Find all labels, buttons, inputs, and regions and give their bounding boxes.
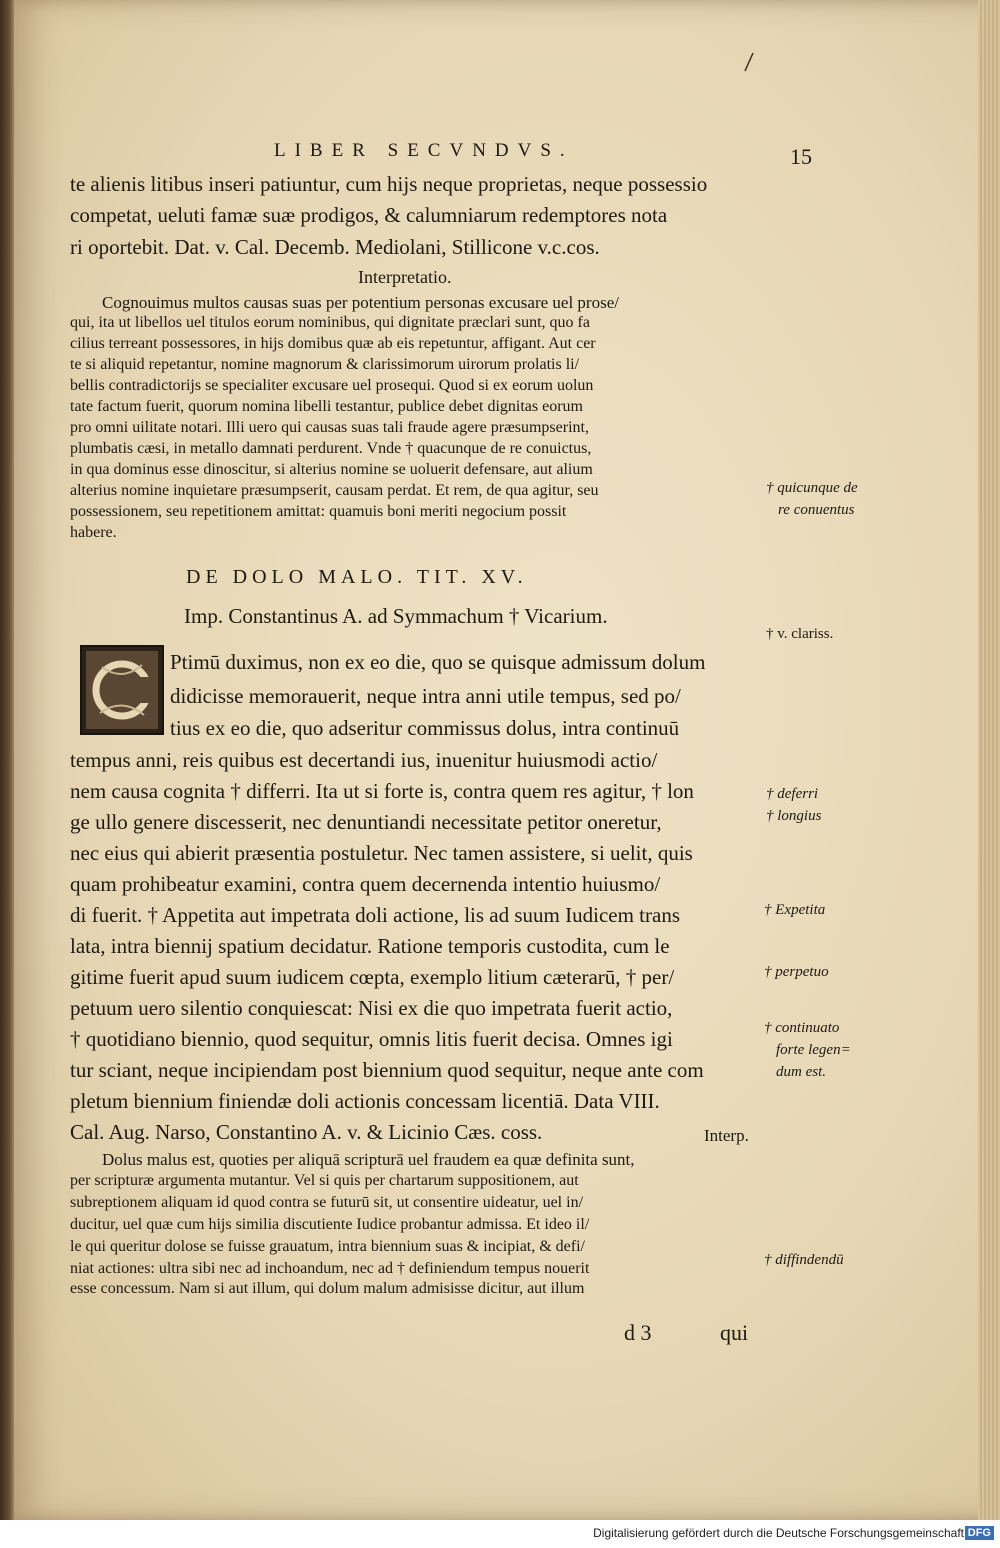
text-line: Cognouimus multos causas suas per potentium personas excusare uel prose/: [102, 293, 619, 312]
marginal-note: † continuato: [764, 1020, 840, 1036]
text-line: gitime fuerit apud suum iudicem cœpta, exemplo litium cæterarū, † per/: [70, 965, 675, 989]
text-line: le qui queritur dolose se fuisse grauatum, intra biennium suas & incipiat, & defi/: [70, 1238, 585, 1255]
text-line: subreptionem aliquam id quod contra se futurū sit, ut consentire uideatur, uel in/: [70, 1194, 584, 1211]
text-line: esse concessum. Nam si aut illum, qui dolum malum admisisse dicitur, aut illum: [70, 1280, 585, 1297]
text-line: quam prohibeatur examini, contra quem decernenda intentio huiusmo/: [70, 872, 661, 896]
pen-mark: [742, 52, 756, 72]
text-line: ducitur, uel quæ cum hijs similia discutiente Iudice probantur admissa. Et ideo il/: [70, 1216, 590, 1233]
marginal-note: † deferri: [766, 786, 819, 802]
text-line: petuum uero silentio conquiescat: Nisi ex die quo impetrata fuerit actio,: [70, 996, 673, 1020]
signature-mark: d 3: [624, 1320, 652, 1345]
text-line: pletum biennium finiendæ doli actionis concessam licentiā. Data VIII.: [70, 1089, 660, 1113]
text-line: tius ex eo die, quo adseritur commissus dolus, intra continuū: [170, 716, 680, 740]
book-page: [14, 0, 1000, 1520]
folio-number: 15: [790, 144, 812, 169]
marginal-note: forte legen=: [776, 1042, 851, 1058]
text-line: in qua dominus esse dinoscitur, si alterius nomine se uoluerit defensare, aut alium: [70, 461, 593, 478]
marginal-note: † longius: [766, 808, 822, 824]
text-line: Cal. Aug. Narso, Constantino A. v. & Licinio Cæs. coss.: [70, 1120, 543, 1144]
text-line: possessionem, seu repetitionem amittat: quamuis boni meriti negocium possit: [70, 503, 567, 520]
text-line: tur sciant, neque incipiendam post biennium quod sequitur, neque ante com: [70, 1058, 704, 1082]
dfg-logo: DFG: [965, 1526, 994, 1540]
text-line: Ptimū duximus, non ex eo die, quo se quisque admissum dolum: [170, 650, 706, 674]
marginal-note: † v. clariss.: [766, 626, 834, 642]
decorated-initial: [80, 645, 164, 735]
text-line: nec eius qui abierit præsentia postuletur. Nec tamen assistere, si uelit, quis: [70, 841, 693, 865]
text-line: cilius terreant possessores, in hijs domibus quæ ab eis repetuntur, affigant. Aut cer: [70, 335, 596, 352]
footer-bar: [0, 1520, 1000, 1548]
text-line: pro omni uilitate notari. Illi uero qui causas suas tali fraude agere præsumpserint,: [70, 419, 589, 436]
text-line: lata, intra biennij spatium decidatur. Ratione temporis custodita, cum le: [70, 934, 670, 958]
text-line: nem causa cognita † differri. Ita ut si forte is, contra quem res agitur, † lon: [70, 779, 694, 803]
title-heading: DE DOLO MALO. TIT. XV.: [186, 566, 528, 588]
text-line: te alienis litibus inseri patiuntur, cum hijs neque proprietas, neque possessio: [70, 172, 708, 196]
text-line: tempus anni, reis quibus est decertandi ius, inuenitur huiusmodi actio/: [70, 748, 658, 772]
text-line: plumbatis cæsi, in metallo damnati perdurent. Vnde † quacunque de re conuictus,: [70, 440, 592, 457]
text-line: niat actiones: ultra sibi nec ad inchoandum, nec ad † definiendum tempus nouerit: [70, 1260, 590, 1277]
marginal-note: † perpetuo: [764, 964, 829, 980]
text-line: ge ullo genere discesserit, nec denuntiandi necessitate petitor oneretur,: [70, 810, 662, 834]
text-line: † quotidiano biennio, quod sequitur, omnis litis fuerit decisa. Omnes igi: [70, 1027, 673, 1051]
interpretation-label: Interp.: [704, 1126, 749, 1145]
marginal-note: † diffindendū: [764, 1252, 844, 1268]
text-line: tate factum fuerit, quorum nomina libelli testantur, publice debet dignitas eorum: [70, 398, 583, 415]
address-line: Imp. Constantinus A. ad Symmachum † Vicarium.: [184, 604, 608, 628]
text-line: habere.: [70, 524, 117, 541]
text-line: per scripturæ argumenta mutantur. Vel si quis per chartarum suppositionem, aut: [70, 1172, 579, 1189]
marginal-note: dum est.: [776, 1064, 826, 1080]
text-line: Dolus malus est, quoties per aliquā scripturā uel fraudem ea quæ definita sunt,: [102, 1150, 635, 1169]
catchword: qui: [720, 1320, 749, 1345]
running-head: LIBER SECVNDVS.: [274, 140, 574, 161]
marginal-note: † quicunque de: [766, 480, 858, 496]
text-line: ri oportebit. Dat. v. Cal. Decemb. Mediolani, Stillicone v.c.cos.: [70, 235, 600, 259]
text-line: qui, ita ut libellos uel titulos eorum nominibus, qui dignitate præclari sunt, quo fa: [70, 314, 590, 331]
section-heading: Interpretatio.: [358, 267, 452, 287]
text-line: di fuerit. † Appetita aut impetrata doli actione, lis ad suum Iudicem trans: [70, 903, 681, 927]
marginal-note: † Expetita: [764, 902, 826, 918]
text-line: te si aliquid repetantur, nomine magnorum & clarissimorum uirorum prolatis li/: [70, 356, 580, 373]
text-line: competat, ueluti famæ suæ prodigos, & calumniarum redemptores nota: [70, 203, 668, 227]
text-line: alterius nomine inquietare præsumpserit, causam perdat. Et rem, de qua agitur, seu: [70, 482, 599, 499]
text-line: didicisse memorauerit, neque intra anni utile tempus, sed po/: [170, 684, 681, 708]
funding-credit: Digitalisierung gefördert durch die Deutsche Forschungsgemeinschaft: [593, 1526, 964, 1540]
text-line: bellis contradictorijs se specialiter excusare uel prosequi. Quod si ex eorum uolun: [70, 377, 594, 394]
marginal-note: re conuentus: [778, 502, 855, 518]
page-edges: [978, 0, 1000, 1520]
book-spine-edge: [0, 0, 14, 1548]
